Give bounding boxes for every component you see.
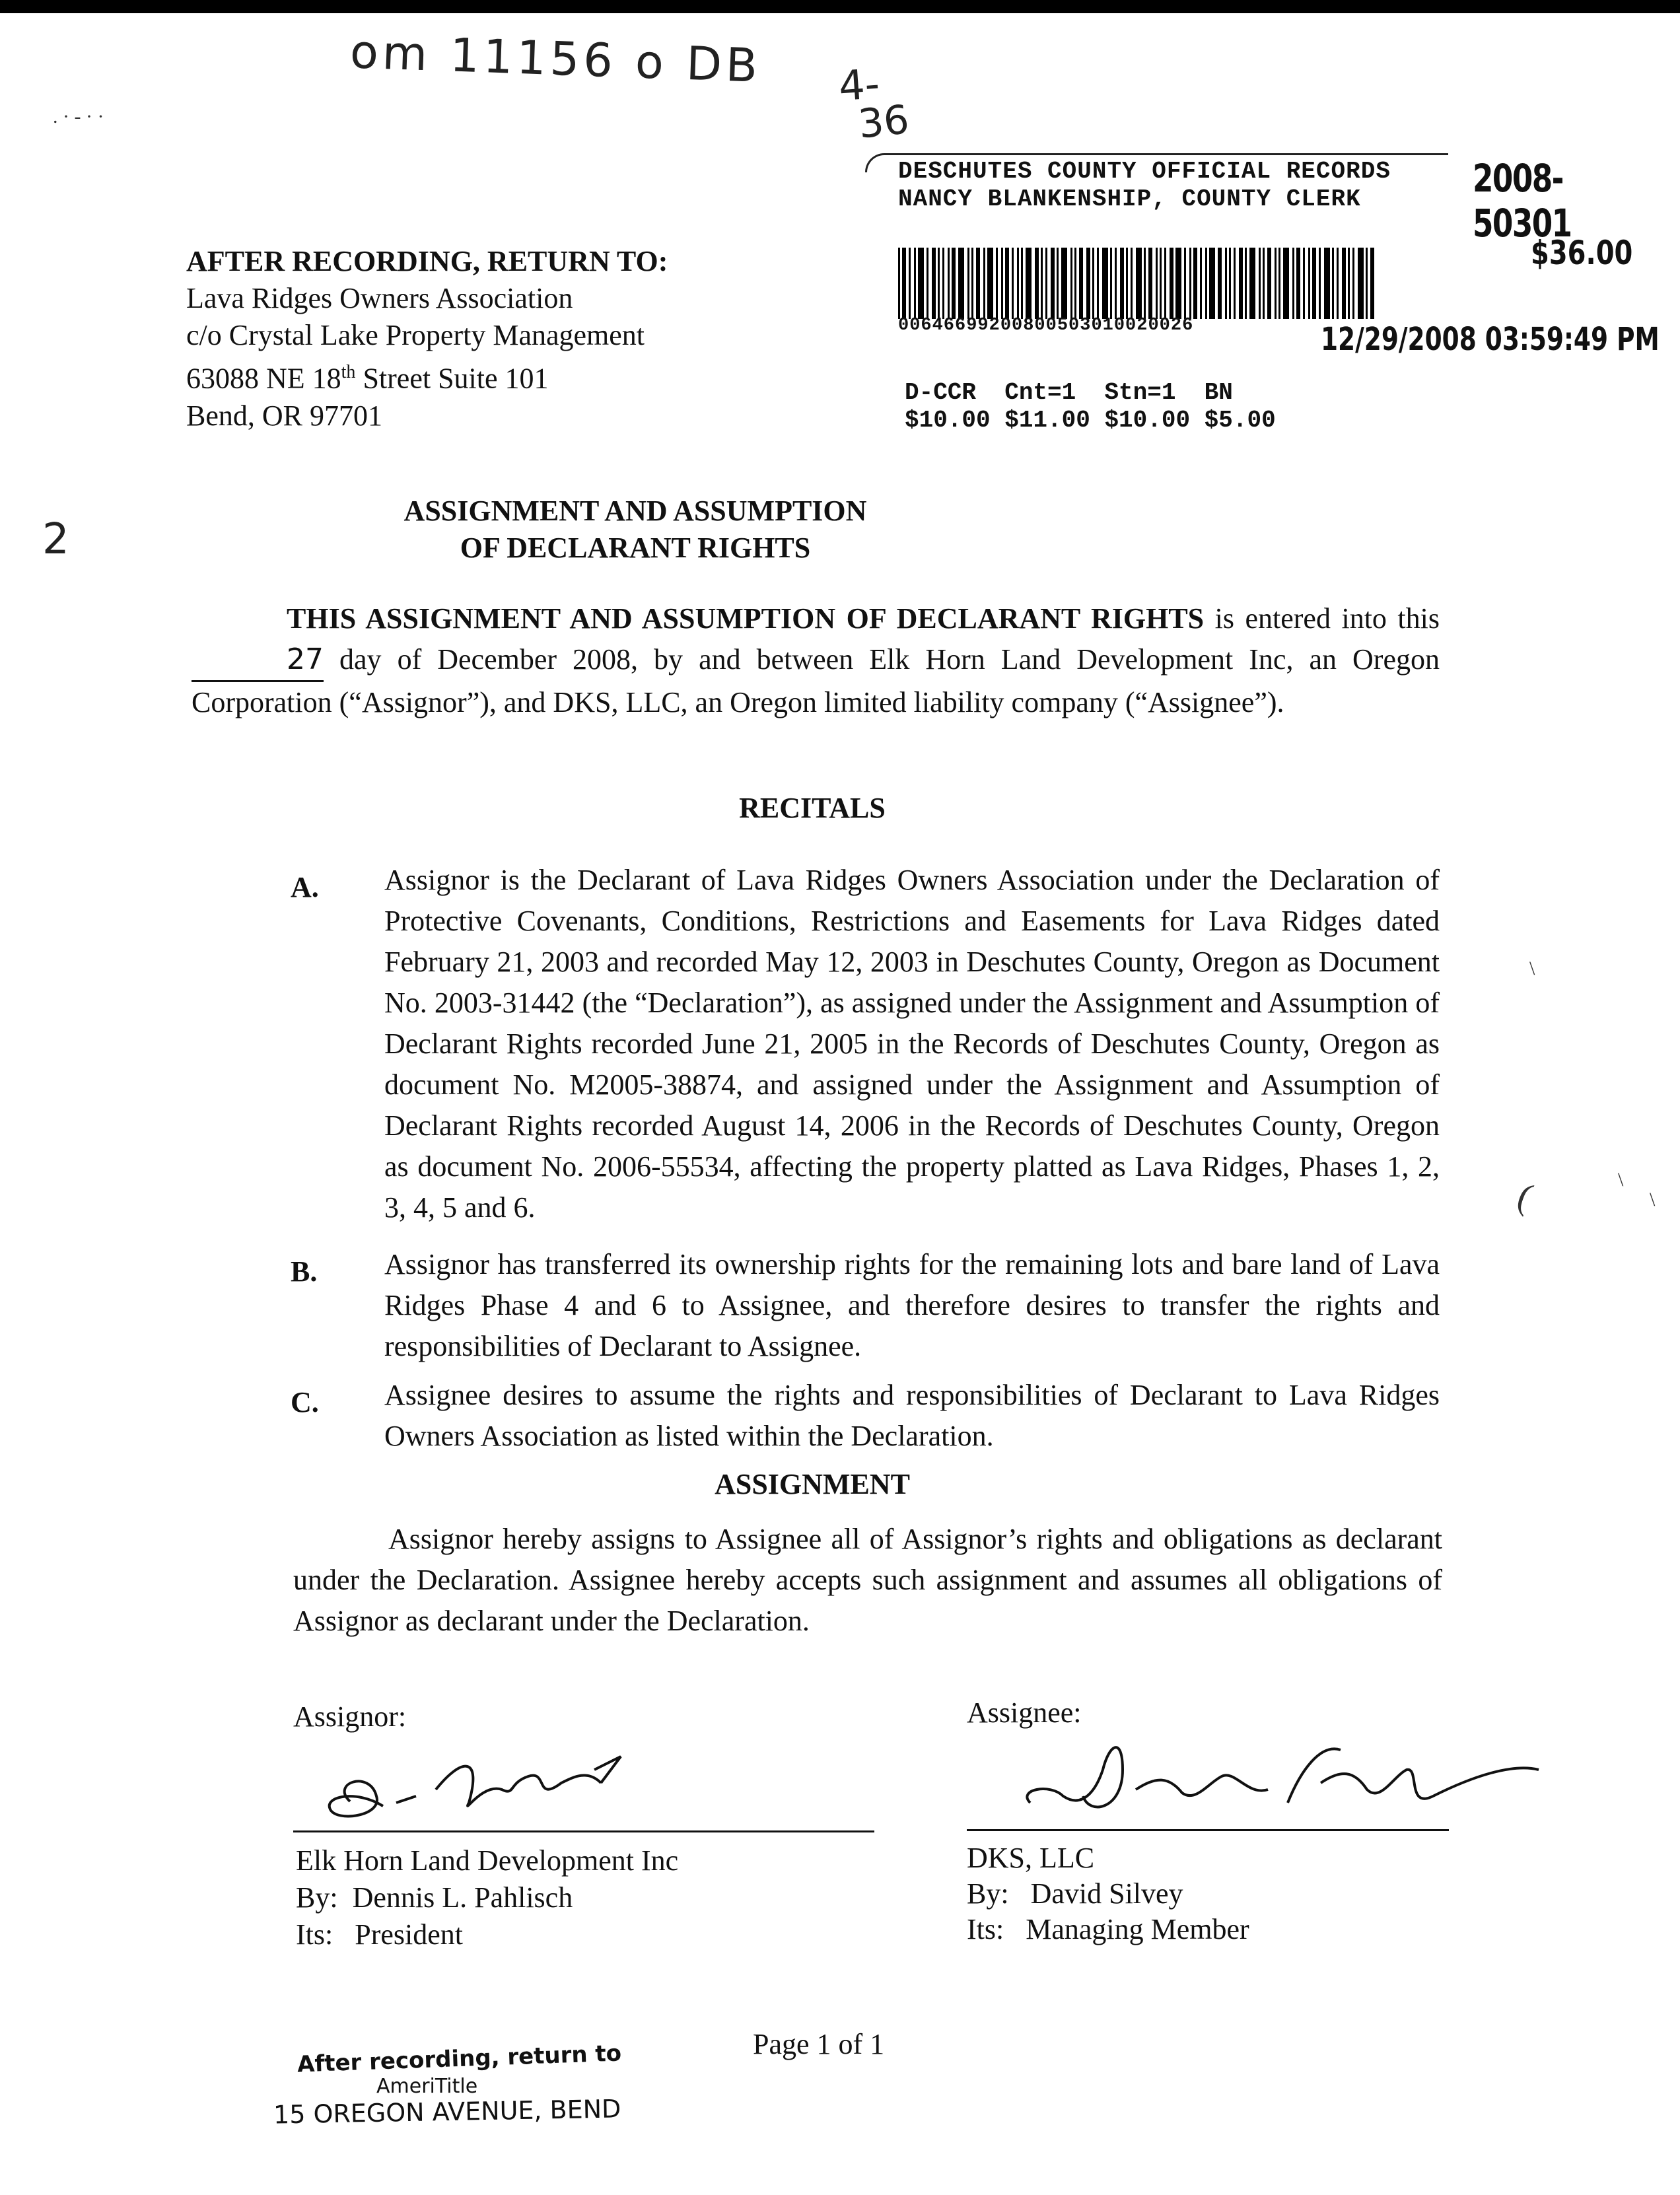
barcode-bar: [987, 248, 993, 319]
barcode-bar: [1239, 248, 1243, 319]
assignee-company: DKS, LLC: [967, 1842, 1095, 1874]
barcode-bar: [1097, 248, 1099, 319]
barcode-bar: [1102, 248, 1108, 319]
barcode-bar: [1332, 248, 1334, 319]
barcode-bar: [1012, 248, 1014, 319]
barcode-bar: [1164, 248, 1166, 319]
recital-b-text: Assignor has transferred its ownership rights for the remaining lots and bare land of Lava Ridges Phase 4 and 6 to Assignee, and therefore desires to transfer the rights and responsibilities of Declarant to Assignee.: [384, 1248, 1440, 1362]
barcode-bar: [1205, 248, 1207, 319]
barcode-bar: [1021, 248, 1023, 319]
handwritten-note: om 11156 o DB: [349, 24, 763, 93]
barcode-bar: [967, 248, 969, 319]
scan-mark: \: [1529, 958, 1535, 979]
scan-mark: \: [1650, 1189, 1656, 1210]
handwritten-fee: 4-: [837, 59, 882, 111]
barcode-bar: [948, 248, 950, 319]
footer-return-stamp-line-1: After recording, return to: [297, 2040, 622, 2078]
barcode-bar: [1061, 248, 1067, 319]
assignee-label: Assignee:: [967, 1696, 1082, 1729]
barcode-bar: [971, 248, 973, 319]
barcode-bar: [1193, 248, 1197, 319]
barcode-bar: [902, 248, 906, 319]
handwritten-fee-amount: 36: [856, 96, 911, 148]
page-number: Page 1 of 1: [753, 2028, 885, 2060]
recital-a-letter: A.: [291, 871, 319, 903]
barcode-bar: [1035, 248, 1039, 319]
barcode-bar: [1005, 248, 1009, 319]
barcode-bar: [958, 248, 964, 319]
barcode-bar: [938, 248, 940, 319]
assignee-by: By: David Silvey: [967, 1877, 1183, 1910]
barcode-bar: [1115, 248, 1117, 319]
barcode-bar: [983, 248, 985, 319]
footer-return-stamp-line-2: AmeriTitle: [376, 2075, 478, 2098]
barcode-bar: [1110, 248, 1112, 319]
barcode-bar: [1136, 248, 1142, 319]
scan-mark: \: [1618, 1169, 1624, 1191]
return-to-line-3: 63088 NE 18th Street Suite 101: [186, 362, 549, 395]
barcode-bar: [1209, 248, 1215, 319]
barcode-bar: [1001, 248, 1003, 319]
barcode-bar: [1352, 248, 1354, 319]
day-blank: 27: [192, 639, 324, 682]
scan-top-border: [0, 0, 1680, 13]
recital-c-letter: C.: [291, 1386, 319, 1418]
barcode-bar: [1308, 248, 1310, 319]
barcode-bar: [1303, 248, 1305, 319]
barcode-bar: [914, 248, 916, 319]
intro-paragraph: THIS ASSIGNMENT AND ASSUMPTION OF DECLARANT RIGHTS is entered into this 27 day of December 2008, by and between Elk Horn Land Development Inc, an Oregon Corporation (“Assignor”), and DKS, LLC, an Oregon limited liability company (“Assignee”).: [192, 602, 1440, 718]
return-to-line-4: Bend, OR 97701: [186, 399, 382, 432]
barcode-bar: [1045, 248, 1047, 319]
assignment-text: Assignor hereby assigns to Assignee all of Assignor’s rights and obligations as declarant under the Declaration. Assignee hereby accepts such assignment and assumes all obligations of Assignor as declarant under the Declaration.: [293, 1523, 1442, 1637]
barcode-bar: [1225, 248, 1227, 319]
handwritten-margin-mark: 2: [42, 515, 69, 564]
assignor-label: Assignor:: [293, 1700, 407, 1733]
barcode-bar: [1259, 248, 1261, 319]
barcode-bar: [1218, 248, 1222, 319]
stamp-clerk: NANCY BLANKENSHIP, COUNTY CLERK: [898, 186, 1361, 213]
barcode-bar: [996, 248, 998, 319]
barcode-bar: [1278, 248, 1280, 319]
scan-mark: (: [1512, 1175, 1538, 1218]
barcode-bar: [942, 248, 944, 319]
barcode-bar: [1312, 248, 1316, 319]
barcode-bar: [1079, 248, 1083, 319]
barcode-bar: [1319, 248, 1321, 319]
barcode-bar: [1348, 248, 1350, 319]
document-title: [0, 493, 1475, 567]
barcode-bar: [1337, 248, 1339, 319]
barcode-bar: [1283, 248, 1289, 319]
barcode-bar: [1070, 248, 1072, 319]
scan-speck: . · - · ·: [53, 106, 104, 127]
barcode-bar: [1148, 248, 1152, 319]
barcode-bar: [1275, 248, 1277, 319]
barcode-bar: [1184, 248, 1186, 319]
stamp-barcode-digits: 00646699200800503010020026: [898, 316, 1194, 335]
intro-bold-title: THIS ASSIGNMENT AND ASSUMPTION OF DECLARANT RIGHTS: [287, 602, 1205, 635]
stamp-datetime: 12/29/2008 03:59:49 PM: [1321, 321, 1660, 358]
barcode-bar: [1144, 248, 1146, 319]
barcode-bar: [1229, 248, 1231, 319]
stamp-amount: $36.00: [1531, 234, 1633, 272]
barcode-bar: [1120, 248, 1124, 319]
return-to-block: [186, 243, 668, 435]
barcode-bar: [1324, 248, 1330, 319]
barcode-bar: [976, 248, 980, 319]
barcode-bar: [918, 248, 924, 319]
assignor-its: Its: President: [296, 1918, 463, 1951]
barcode-bar: [952, 248, 956, 319]
barcode-bar: [1370, 248, 1374, 319]
stamp-codes: D-CCR Cnt=1 Stn=1 BN: [905, 379, 1233, 406]
barcode-bar: [1074, 248, 1076, 319]
barcode-bar: [1245, 248, 1247, 319]
assignee-signature: [1010, 1730, 1552, 1829]
recital-a-text: Assignor is the Declarant of Lava Ridges Owners Association under the Declaration of Protective Covenants, Conditions, Restrictions and Easements for Lava Ridges dated February 21, 2003 and recorded May 12, 2003 in Deschutes County, Oregon as Document No. 2003-31442 (the “Declaration”), as assigned under the Assignment and Assumption of Declarant Rights recorded June 21, 2005 in the Records of Deschutes County, Oregon as document No. M2005-38874, and assigned under the Assignment and Assumption of Declarant Rights recorded August 14, 2006 in the Records of Deschutes County, Oregon as document No. 2006-55534, affecting the property platted as Lava Ridges, Phases 1, 2, 3, 4, 5 and 6.: [384, 864, 1440, 1224]
barcode-bar: [909, 248, 911, 319]
barcode-bar: [1267, 248, 1271, 319]
assignor-company: Elk Horn Land Development Inc: [296, 1844, 679, 1877]
barcode-bar: [1292, 248, 1294, 319]
barcode-bar: [1249, 248, 1255, 319]
barcode-bar: [1189, 248, 1191, 319]
barcode-bar: [1170, 248, 1173, 319]
barcode-bar: [1026, 248, 1032, 319]
title-line-1: ASSIGNMENT AND ASSUMPTION: [403, 495, 867, 527]
assignor-by: By: Dennis L. Pahlisch: [296, 1881, 573, 1914]
footer-return-stamp-line-3: 15 OREGON AVENUE, BEND: [273, 2094, 621, 2130]
assignee-its: Its: Managing Member: [967, 1913, 1249, 1945]
barcode-bar: [1200, 248, 1202, 319]
barcode-bar: [1086, 248, 1090, 319]
barcode-bar: [1041, 248, 1043, 319]
barcode-bar: [1175, 248, 1181, 319]
title-line-2: OF DECLARANT RIGHTS: [460, 532, 811, 564]
recitals-heading: RECITALS: [739, 792, 886, 824]
stamp-barcode: [898, 248, 1426, 319]
barcode-bar: [1366, 248, 1368, 319]
barcode-bar: [1131, 248, 1133, 319]
return-to-heading: AFTER RECORDING, RETURN TO:: [186, 245, 668, 277]
assignor-signature-line: [293, 1830, 874, 1832]
barcode-bar: [1017, 248, 1019, 319]
stamp-record-number: 2008-50301: [1473, 156, 1572, 246]
assignee-signature-line: [967, 1829, 1449, 1831]
barcode-bar: [1296, 248, 1300, 319]
assignment-heading: ASSIGNMENT: [715, 1468, 910, 1500]
assignor-signature: [310, 1743, 680, 1829]
stamp-fees: $10.00 $11.00 $10.00 $5.00: [905, 407, 1276, 434]
barcode-bar: [1342, 248, 1346, 319]
barcode-bar: [1092, 248, 1094, 319]
recital-c-text: Assignee desires to assume the rights and responsibilities of Declarant to Lava Ridges Owners Association as listed within the Declaration.: [384, 1379, 1440, 1452]
barcode-bar: [1051, 248, 1055, 319]
barcode-bar: [1057, 248, 1059, 319]
barcode-bar: [898, 248, 900, 319]
barcode-bar: [1160, 248, 1162, 319]
recital-b-letter: B.: [291, 1255, 318, 1288]
barcode-bar: [932, 248, 936, 319]
barcode-bar: [1156, 248, 1158, 319]
return-to-line-1: Lava Ridges Owners Association: [186, 282, 573, 314]
barcode-bar: [1126, 248, 1128, 319]
return-to-line-2: c/o Crystal Lake Property Management: [186, 319, 645, 351]
barcode-bar: [1263, 248, 1265, 319]
stamp-office: DESCHUTES COUNTY OFFICIAL RECORDS: [898, 158, 1391, 185]
barcode-bar: [1234, 248, 1236, 319]
barcode-bar: [927, 248, 928, 319]
barcode-bar: [1358, 248, 1364, 319]
